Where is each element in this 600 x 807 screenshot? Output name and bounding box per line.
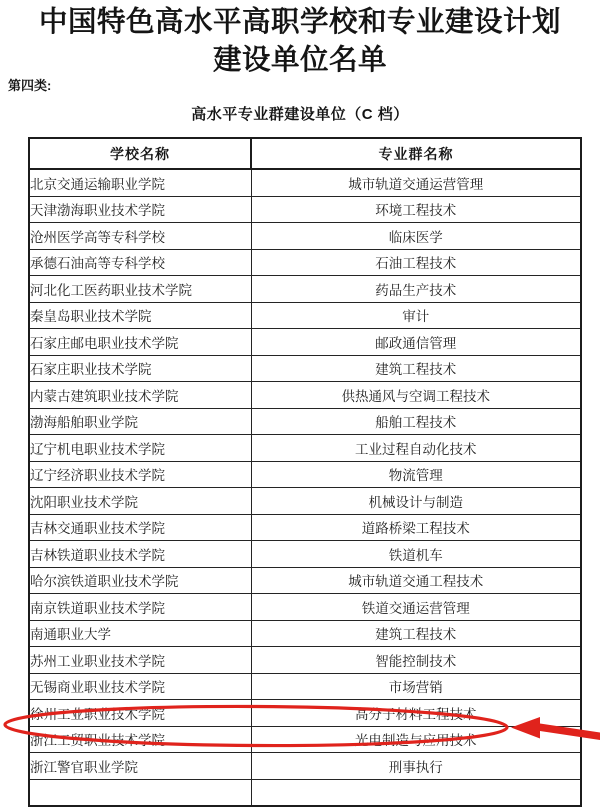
empty-cell bbox=[251, 779, 581, 806]
specialty-cell: 物流管理 bbox=[251, 461, 581, 488]
table-row bbox=[29, 302, 581, 329]
specialty-cell: 供热通风与空调工程技术 bbox=[251, 382, 581, 409]
specialty-cell: 建筑工程技术 bbox=[251, 355, 581, 382]
school-cell: 渤海船舶职业学院 bbox=[29, 408, 251, 435]
table-row bbox=[29, 700, 581, 727]
specialty-cell: 铁道机车 bbox=[251, 541, 581, 568]
table-body bbox=[29, 169, 581, 806]
specialty-cell: 机械设计与制造 bbox=[251, 488, 581, 515]
specialty-cell: 铁道交通运营管理 bbox=[251, 594, 581, 621]
table-header-row bbox=[29, 138, 581, 169]
school-cell: 承德石油高等专科学校 bbox=[29, 249, 251, 276]
table-row bbox=[29, 196, 581, 223]
table-row bbox=[29, 594, 581, 621]
table-row bbox=[29, 461, 581, 488]
school-cell: 吉林铁道职业技术学院 bbox=[29, 541, 251, 568]
table-row bbox=[29, 488, 581, 515]
school-cell: 秦皇岛职业技术学院 bbox=[29, 302, 251, 329]
table-row-partial bbox=[29, 779, 581, 806]
table-row bbox=[29, 329, 581, 356]
specialty-cell: 建筑工程技术 bbox=[251, 620, 581, 647]
school-cell: 石家庄邮电职业技术学院 bbox=[29, 329, 251, 356]
specialty-cell: 工业过程自动化技术 bbox=[251, 435, 581, 462]
school-cell: 内蒙古建筑职业技术学院 bbox=[29, 382, 251, 409]
specialty-cell: 智能控制技术 bbox=[251, 647, 581, 674]
header-school-name: 学校名称 bbox=[29, 138, 251, 169]
school-cell: 浙江工贸职业技术学院 bbox=[29, 726, 251, 753]
school-cell: 沧州医学高等专科学校 bbox=[29, 223, 251, 250]
school-cell: 辽宁机电职业技术学院 bbox=[29, 435, 251, 462]
specialty-cell: 刑事执行 bbox=[251, 753, 581, 780]
specialty-cell: 邮政通信管理 bbox=[251, 329, 581, 356]
school-cell: 石家庄职业技术学院 bbox=[29, 355, 251, 382]
table-row bbox=[29, 541, 581, 568]
category-label: 第四类: bbox=[8, 78, 52, 93]
table-row bbox=[29, 753, 581, 780]
school-cell: 哈尔滨铁道职业技术学院 bbox=[29, 567, 251, 594]
specialty-cell: 环境工程技术 bbox=[251, 196, 581, 223]
school-cell: 浙江警官职业学院 bbox=[29, 753, 251, 780]
table-row bbox=[29, 647, 581, 674]
table-row bbox=[29, 567, 581, 594]
specialty-cell: 临床医学 bbox=[251, 223, 581, 250]
school-cell: 南通职业大学 bbox=[29, 620, 251, 647]
specialty-cell: 市场营销 bbox=[251, 673, 581, 700]
specialty-cell: 船舶工程技术 bbox=[251, 408, 581, 435]
school-cell: 南京铁道职业技术学院 bbox=[29, 594, 251, 621]
specialty-cell: 道路桥梁工程技术 bbox=[251, 514, 581, 541]
school-cell: 沈阳职业技术学院 bbox=[29, 488, 251, 515]
table-row bbox=[29, 169, 581, 196]
school-cell: 苏州工业职业技术学院 bbox=[29, 647, 251, 674]
page-title-line2: 建设单位名单 bbox=[212, 45, 387, 76]
table-row bbox=[29, 435, 581, 462]
table-row bbox=[29, 223, 581, 250]
table-row bbox=[29, 355, 581, 382]
specialty-cell: 石油工程技术 bbox=[251, 249, 581, 276]
school-cell: 吉林交通职业技术学院 bbox=[29, 514, 251, 541]
table-row bbox=[29, 620, 581, 647]
specialty-cell: 高分子材料工程技术 bbox=[251, 700, 581, 727]
page-title-line1: 中国特色高水平高职学校和专业建设计划 bbox=[38, 7, 561, 38]
school-cell: 无锡商业职业技术学院 bbox=[29, 673, 251, 700]
school-cell: 天津渤海职业技术学院 bbox=[29, 196, 251, 223]
empty-cell bbox=[29, 779, 251, 806]
table-row bbox=[29, 408, 581, 435]
table-row bbox=[29, 514, 581, 541]
specialty-cell: 光电制造与应用技术 bbox=[251, 726, 581, 753]
table-row bbox=[29, 726, 581, 753]
page-title bbox=[0, 4, 600, 80]
specialty-cell: 城市轨道交通运营管理 bbox=[251, 169, 581, 196]
school-cell: 徐州工业职业技术学院 bbox=[29, 700, 251, 727]
specialty-cell: 审计 bbox=[251, 302, 581, 329]
school-cell: 辽宁经济职业技术学院 bbox=[29, 461, 251, 488]
header-specialty-name: 专业群名称 bbox=[251, 138, 581, 169]
specialty-cell: 药品生产技术 bbox=[251, 276, 581, 303]
school-cell: 河北化工医药职业技术学院 bbox=[29, 276, 251, 303]
table-row bbox=[29, 276, 581, 303]
table-row bbox=[29, 249, 581, 276]
table-row bbox=[29, 673, 581, 700]
specialty-cell: 城市轨道交通工程技术 bbox=[251, 567, 581, 594]
school-table bbox=[28, 137, 582, 807]
school-cell: 北京交通运输职业学院 bbox=[29, 169, 251, 196]
table-caption: 高水平专业群建设单位（C 档） bbox=[191, 106, 409, 123]
table-row bbox=[29, 382, 581, 409]
